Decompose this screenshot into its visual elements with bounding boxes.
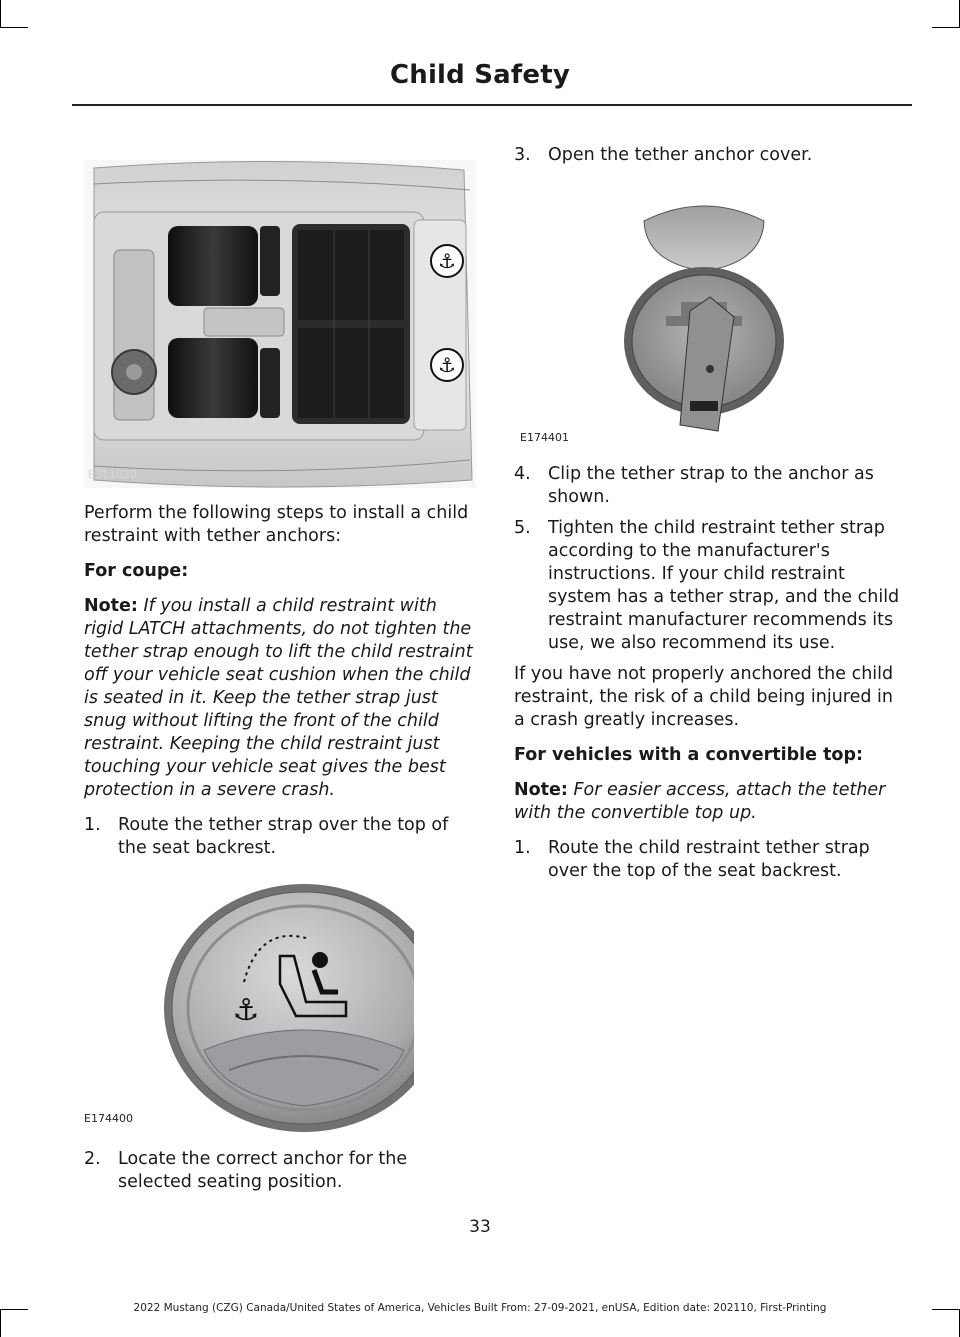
step-number: 1. (514, 838, 531, 858)
tether-anchor-lower (431, 349, 463, 381)
figure-code: E174401 (520, 431, 569, 444)
page-title: Child Safety (389, 60, 571, 90)
step-item (514, 463, 908, 509)
step-number: 5. (514, 518, 531, 538)
note-text: For easier access, attach the tether with the convertible top up. (514, 780, 886, 823)
step-text: Tighten the child restraint tether strap according to the manufacturer's instructions. If your child restraint system has a tether strap, and the child restraint manufacturer recommends its use, we also recommend its use. (548, 518, 900, 653)
step-item (514, 837, 908, 883)
anchor-cover-closed-illustration (84, 874, 414, 1134)
anchor-cover-closed-figure (84, 874, 414, 1134)
step-text: Locate the correct anchor for the selected seating position. (118, 1149, 408, 1192)
crop-mark (0, 0, 1, 28)
page-number: 33 (469, 1217, 491, 1237)
section-heading: For vehicles with a convertible top: (514, 745, 863, 765)
note-text: If you install a child restraint with rigid LATCH attachments, do not tighten the tether strap enough to lift the child restraint off your vehicle seat cushion when the child is seated in it. Keep the tether strap just snug without lifting the front of the child restraint. Keeping the child restraint just touching your vehicle seat gives the best protection in a severe crash. (84, 596, 473, 800)
step-number: 3. (514, 145, 531, 165)
step-text: Route the tether strap over the top of the seat backrest. (118, 815, 449, 858)
step-item (514, 517, 908, 655)
step-number: 1. (84, 815, 101, 835)
step-text: Open the tether anchor cover. (548, 145, 813, 165)
anchor-cover-open-illustration (514, 181, 908, 451)
left-column (84, 160, 476, 1202)
tether-anchor-upper (431, 245, 463, 277)
svg-text:⚓: ⚓ (438, 249, 456, 273)
edition-note: 2022 Mustang (CZG) Canada/United States of America, Vehicles Built From: 27-09-2021, enUSA, Edition date: 202110, First-Printing (133, 1302, 827, 1314)
car-overview-figure (84, 160, 476, 488)
warning-text: If you have not properly anchored the child restraint, the risk of a child being injured in a crash greatly increases. (514, 664, 894, 730)
section-heading: For coupe: (84, 561, 189, 581)
note-label: Note: (514, 780, 568, 800)
right-column (514, 144, 908, 891)
anchor-cover-open-figure (514, 181, 908, 451)
step-number: 4. (514, 464, 531, 484)
step-text: Route the child restraint tether strap over the top of the seat backrest. (548, 838, 870, 881)
header-divider (72, 104, 912, 106)
anchor-icon: ⚓ (232, 993, 260, 1028)
step-number: 2. (84, 1149, 101, 1169)
figure-code: E174400 (84, 1112, 133, 1125)
crop-mark (932, 27, 960, 28)
step-item (84, 1148, 476, 1194)
intro-text: Perform the following steps to install a child restraint with tether anchors: (84, 503, 469, 546)
note-paragraph (84, 595, 476, 802)
svg-text:⚓: ⚓ (438, 353, 456, 377)
note-paragraph (514, 779, 908, 825)
car-overview-illustration (84, 160, 476, 488)
step-text: Clip the tether strap to the anchor as shown. (548, 464, 874, 507)
step-item (514, 144, 908, 167)
step-item (84, 814, 476, 860)
figure-code: E311020 (88, 468, 137, 481)
note-label: Note: (84, 596, 138, 616)
crop-mark (0, 27, 28, 28)
